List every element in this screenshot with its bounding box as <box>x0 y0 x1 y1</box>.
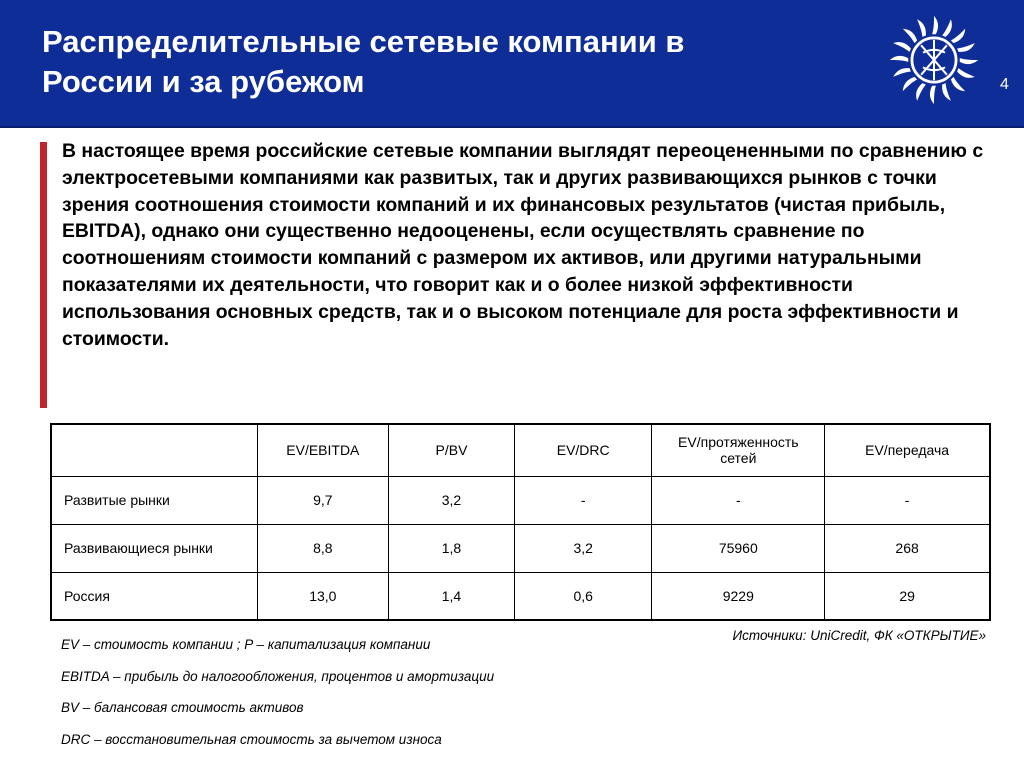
note-item: DRC – восстановительная стоимость за вычетом износа <box>61 731 442 747</box>
table-cell: 75960 <box>652 524 825 572</box>
table-header-row <box>51 424 990 476</box>
title-line-1: Распределительные сетевые компании в <box>42 24 685 59</box>
table-cell: 0,6 <box>514 572 651 620</box>
table-cell: - <box>514 476 651 524</box>
table-cell: 29 <box>825 572 990 620</box>
table-cell: 8,8 <box>257 524 388 572</box>
table-cell: 13,0 <box>257 572 388 620</box>
table-row <box>51 476 990 524</box>
title-line-2: России и за рубежом <box>42 64 365 99</box>
table-row <box>51 524 990 572</box>
slide-number: 4 <box>1000 76 1009 93</box>
table-header-cell: EV/протяженность сетей <box>652 424 825 476</box>
table-cell: 1,8 <box>388 524 514 572</box>
table-cell: 268 <box>825 524 990 572</box>
abbreviation-notes <box>61 634 701 760</box>
table-cell: 3,2 <box>388 476 514 524</box>
note-item: EBITDA – прибыль до налогообложения, процентов и амортизации <box>61 668 495 684</box>
table-header-cell: EV/передача <box>825 424 990 476</box>
table-header-cell <box>51 424 257 476</box>
table-cell: 9,7 <box>257 476 388 524</box>
table-row <box>51 572 990 620</box>
table-cell: 9229 <box>652 572 825 620</box>
note-item: BV – балансовая стоимость активов <box>61 700 304 715</box>
table-header-cell: EV/DRC <box>514 424 651 476</box>
note-item: EV – стоимость компании ; P – капитализация компании <box>61 637 431 652</box>
row-label: Россия <box>51 572 257 620</box>
sources-note: Источники: UniCredit, ФК «ОТКРЫТИЕ» <box>732 628 986 643</box>
power-grid-emblem-icon <box>888 14 980 106</box>
row-label: Развивающиеся рынки <box>51 524 257 572</box>
slide-title <box>42 22 862 102</box>
table-cell: - <box>825 476 990 524</box>
table-header-cell: EV/EBITDA <box>257 424 388 476</box>
accent-bar <box>40 142 47 408</box>
multiples-table <box>50 423 991 621</box>
slide-header <box>0 0 1024 128</box>
row-label: Развитые рынки <box>51 476 257 524</box>
table-cell: 3,2 <box>514 524 651 572</box>
intro-paragraph: В настоящее время российские сетевые компании выглядят переоцененными по сравнению с электросетевыми компаниями как развитых, так и других развивающихся рынков с точки зрения соотношения стоимости компаний и их финансовых результатов (чистая прибыль, EBITDA), однако они существенно недооценены, если осуществлять сравнение по соотношениям стоимости компаний с размером их активов, или другими натуральными показателями их деятельности, что говорит как и о более низкой эффективности использования основных средств, так и о высоком потенциале для роста эффективности и стоимости. <box>62 140 984 350</box>
table-cell: 1,4 <box>388 572 514 620</box>
table-cell: - <box>652 476 825 524</box>
table-header-cell: P/BV <box>388 424 514 476</box>
